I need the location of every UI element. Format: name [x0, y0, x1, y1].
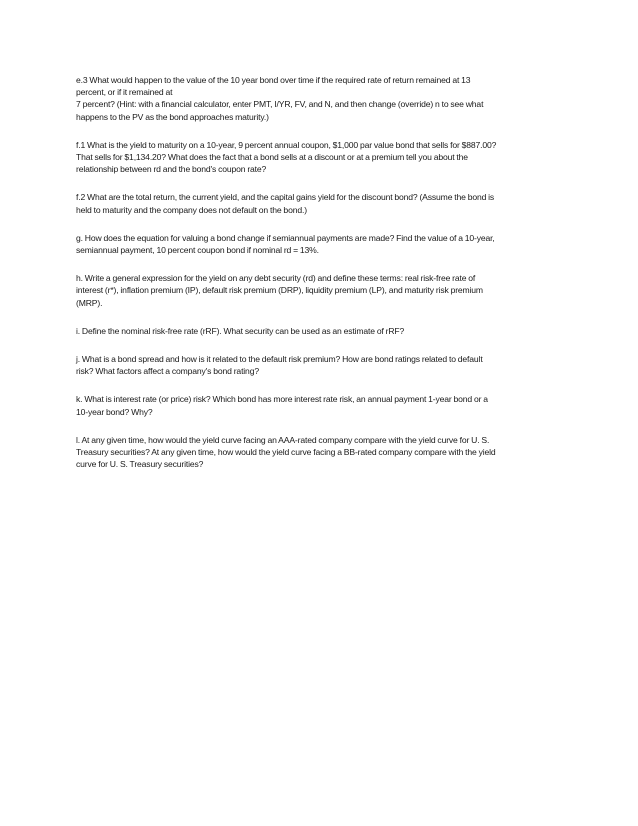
question-i	[76, 325, 566, 337]
question-f2	[76, 191, 566, 215]
text-line: happens to the PV as the bond approaches maturity.)	[76, 111, 269, 122]
text-line: risk? What factors affect a company's bond rating?	[76, 366, 259, 377]
text-line: k. What is interest rate (or price) risk? Which bond has more interest rate risk, an annual payment 1-year bond or a	[76, 394, 488, 405]
text-line: (MRP).	[76, 297, 103, 308]
text-line: e.3 What would happen to the value of the 10 year bond over time if the required rate of return remained at 13	[76, 75, 471, 85]
document-body	[76, 74, 566, 470]
text-line: semiannual payment, 10 percent coupon bond if nominal rd = 13%.	[76, 245, 319, 256]
question-h	[76, 272, 566, 309]
question-j	[76, 353, 566, 377]
text-line: g. How does the equation for valuing a bond change if semiannual payments are made? Find the value of a 10-year,	[76, 232, 495, 243]
question-l	[76, 434, 566, 471]
text-line: curve for U. S. Treasury securities?	[76, 459, 204, 470]
text-line: held to maturity and the company does not default on the bond.)	[76, 204, 307, 215]
text-line: 10-year bond? Why?	[76, 406, 153, 417]
question-e3	[76, 74, 566, 123]
question-f1	[76, 139, 566, 176]
text-line: f.2 What are the total return, the current yield, and the capital gains yield for the discount bond? (Assume the bond is	[76, 192, 495, 203]
text-line: h. Write a general expression for the yield on any debt security (rd) and define these terms: real risk-free rate of	[76, 273, 476, 284]
text-line: percent, or if it remained at	[76, 87, 173, 98]
text-line: relationship between rd and the bond's coupon rate?	[76, 164, 267, 175]
text-line: l. At any given time, how would the yield curve facing an AAA-rated company compare with the yield curve for U. S.	[76, 434, 490, 445]
text-line: That sells for $1,134.20? What does the fact that a bond sells at a discount or at a premium tell you about the	[76, 152, 468, 163]
text-line: j. What is a bond spread and how is it related to the default risk premium? How are bond ratings related to default	[76, 354, 483, 365]
text-line: f.1 What is the yield to maturity on a 10-year, 9 percent annual coupon, $1,000 par value bond that sells for $887.00?	[76, 139, 497, 150]
text-line: interest (r*), inflation premium (IP), default risk premium (DRP), liquidity premium (LP), and maturity risk premium	[76, 285, 483, 296]
text-line: Treasury securities? At any given time, how would the yield curve facing a BB-rated company compare with the yield	[76, 447, 496, 458]
text-line: 7 percent? (Hint: with a financial calculator, enter PMT, I/YR, FV, and N, and then change (override) n to see what	[76, 99, 484, 110]
question-k	[76, 393, 566, 417]
text-line: i. Define the nominal risk-free rate (rRF). What security can be used as an estimate of rRF?	[76, 325, 405, 336]
question-g	[76, 232, 566, 256]
